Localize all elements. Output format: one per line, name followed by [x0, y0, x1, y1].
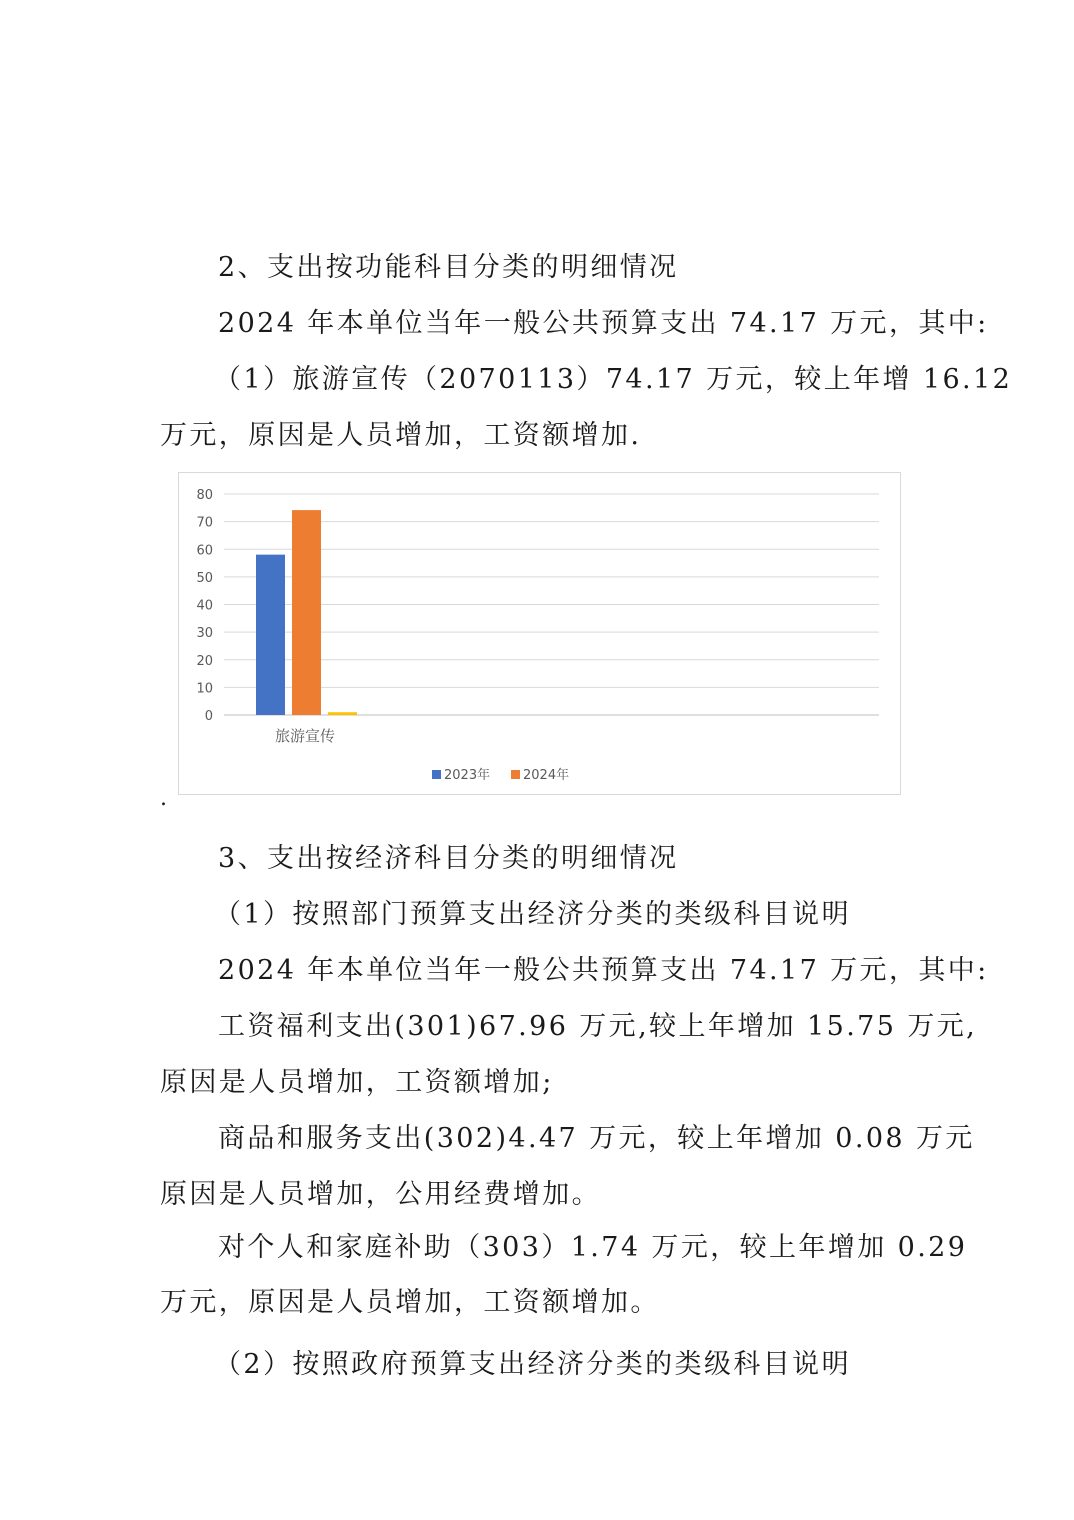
bar-chart: [178, 472, 901, 795]
y-tick-label: 80: [196, 488, 213, 503]
item1-line1: （1）旅游宣传（2070113）74.17 万元，较上年增 16.12: [214, 364, 1013, 395]
chart-svg: [179, 473, 900, 794]
legend-swatch: [511, 770, 520, 779]
y-tick-label: 10: [196, 681, 213, 697]
y-tick-label: 60: [196, 543, 213, 559]
section3-intro: 2024 年本单位当年一般公共预算支出 74.17 万元，其中:: [218, 955, 989, 986]
section2-intro: 2024 年本单位当年一般公共预算支出 74.17 万元，其中:: [218, 308, 989, 339]
section2-heading: 2、支出按功能科目分类的明细情况: [218, 252, 679, 283]
section3-sub1: （1）按照部门预算支出经济分类的类级科目说明: [214, 899, 851, 930]
stray-dot: .: [160, 786, 167, 811]
y-tick-label: 40: [196, 598, 213, 614]
p3-line1: 对个人和家庭补助（303）1.74 万元，较上年增加 0.29: [218, 1232, 968, 1263]
y-tick-label: 70: [196, 515, 213, 531]
y-tick-label: 30: [196, 626, 213, 642]
bar-2024年: [292, 510, 321, 715]
p2-line1: 商品和服务支出(302)4.47 万元，较上年增加 0.08 万元: [218, 1123, 975, 1154]
p1-line2: 原因是人员增加，工资额增加;: [160, 1067, 554, 1098]
y-tick-label: 50: [196, 570, 213, 586]
legend-label: 2023年: [444, 768, 491, 783]
y-tick-label: 0: [204, 709, 213, 724]
p3-line2: 万元，原因是人员增加，工资额增加。: [160, 1287, 660, 1318]
category-label: 旅游宣传: [274, 727, 336, 745]
section3-sub2: （2）按照政府预算支出经济分类的类级科目说明: [214, 1349, 851, 1380]
legend-swatch: [432, 770, 441, 779]
section3-heading: 3、支出按经济科目分类的明细情况: [218, 843, 679, 874]
bar-2023年: [256, 555, 285, 715]
legend-label: 2024年: [523, 768, 570, 783]
p1-line1: 工资福利支出(301)67.96 万元,较上年增加 15.75 万元,: [218, 1011, 978, 1042]
bar-series-3: [328, 712, 357, 715]
p2-line2: 原因是人员增加，公用经费增加。: [160, 1179, 601, 1210]
item1-line2: 万元，原因是人员增加，工资额增加.: [160, 420, 642, 451]
y-tick-label: 20: [196, 653, 213, 669]
